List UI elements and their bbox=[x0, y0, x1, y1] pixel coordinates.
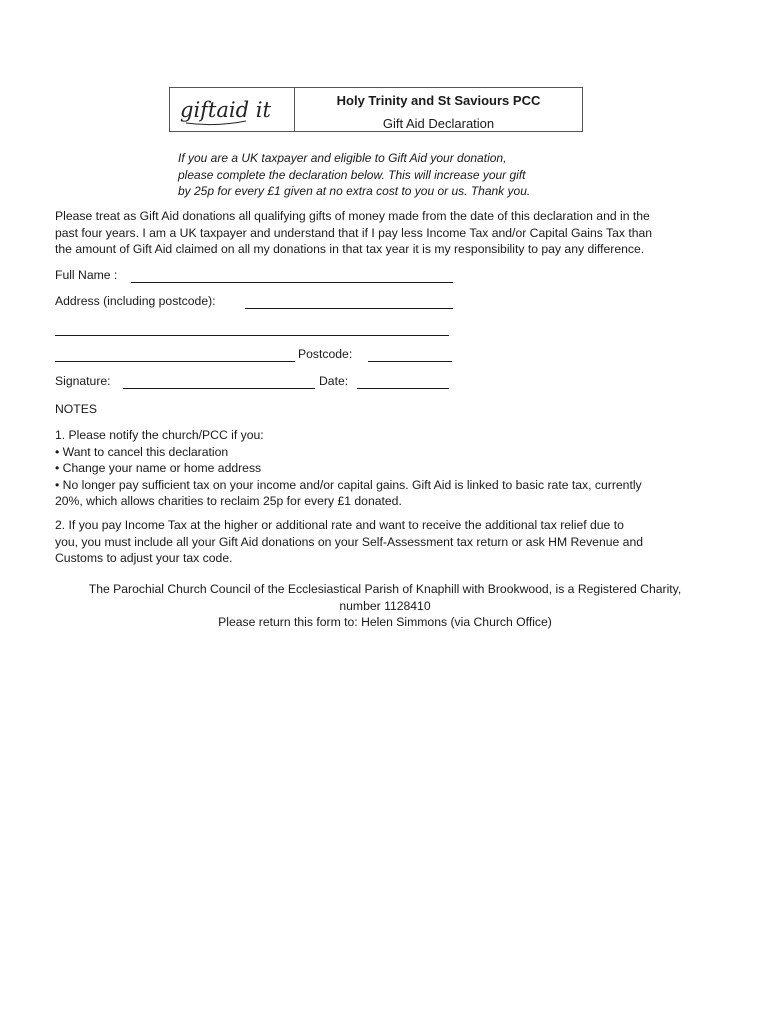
intro-line: please complete the declaration below. This will increase your gift bbox=[178, 167, 526, 182]
giftaid-logo-icon bbox=[176, 90, 288, 130]
declaration-line: past four years. I am a UK taxpayer and understand that if I pay less Income Tax and/or Capital Gains Tax than bbox=[55, 225, 653, 240]
giftaid-logo bbox=[170, 88, 295, 131]
form-header bbox=[169, 87, 583, 132]
svg-text:giftaid it: giftaid it bbox=[180, 98, 271, 122]
declaration-line: Please treat as Gift Aid donations all qualifying gifts of money made from the date of this declaration and in the bbox=[55, 209, 650, 223]
form-title: Gift Aid Declaration bbox=[382, 116, 495, 131]
declaration-line: the amount of Gift Aid claimed on all my donations in that tax year it is my responsibility to pay any difference. bbox=[55, 242, 645, 256]
notes-heading: NOTES bbox=[55, 402, 97, 416]
footer-charity-number: number 1128410 bbox=[339, 598, 431, 613]
note-line: Customs to adjust your tax code. bbox=[55, 551, 233, 565]
note-line: 2. If you pay Income Tax at the higher or additional rate and want to receive the additional tax relief due to bbox=[55, 518, 624, 532]
note-line: • No longer pay sufficient tax on your income and/or capital gains. Gift Aid is linked to basic rate tax, currently bbox=[55, 477, 642, 492]
footer-charity-line: The Parochial Church Council of the Ecclesiastical Parish of Knaphill with Brookwood, is a Registered Charity, bbox=[88, 582, 682, 596]
note-line: 20%, which allows charities to reclaim 25p for every £1 donated. bbox=[55, 494, 402, 508]
note-1 bbox=[55, 427, 715, 510]
postcode-field[interactable] bbox=[368, 361, 452, 362]
header-title-cell bbox=[295, 88, 582, 131]
footer bbox=[40, 581, 730, 631]
address-field-line-3[interactable] bbox=[55, 361, 295, 362]
intro-line: by 25p for every £1 given at no extra cost to you or us. Thank you. bbox=[178, 184, 531, 198]
full-name-field[interactable] bbox=[131, 282, 453, 283]
note-line: • Want to cancel this declaration bbox=[55, 444, 229, 459]
postcode-label: Postcode: bbox=[298, 347, 353, 361]
note-line: you, you must include all your Gift Aid donations on your Self-Assessment tax return or ask HM Revenue and bbox=[55, 534, 643, 549]
declaration-text bbox=[55, 208, 715, 258]
date-label: Date: bbox=[319, 374, 349, 388]
intro-line: If you are a UK taxpayer and eligible to Gift Aid your donation, bbox=[178, 151, 507, 165]
address-label: Address (including postcode): bbox=[55, 294, 216, 308]
intro-text bbox=[178, 150, 578, 200]
note-line: 1. Please notify the church/PCC if you: bbox=[55, 428, 264, 442]
note-2 bbox=[55, 517, 715, 567]
address-field-line-2[interactable] bbox=[55, 335, 449, 336]
signature-label: Signature: bbox=[55, 374, 111, 388]
footer-return-line: Please return this form to: Helen Simmons (via Church Office) bbox=[218, 615, 552, 629]
note-line: • Change your name or home address bbox=[55, 461, 262, 475]
full-name-label: Full Name : bbox=[55, 268, 118, 282]
signature-field[interactable] bbox=[123, 388, 315, 389]
org-name: Holy Trinity and St Saviours PCC bbox=[336, 93, 541, 108]
date-field[interactable] bbox=[357, 388, 449, 389]
address-field-line-1[interactable] bbox=[245, 308, 453, 309]
